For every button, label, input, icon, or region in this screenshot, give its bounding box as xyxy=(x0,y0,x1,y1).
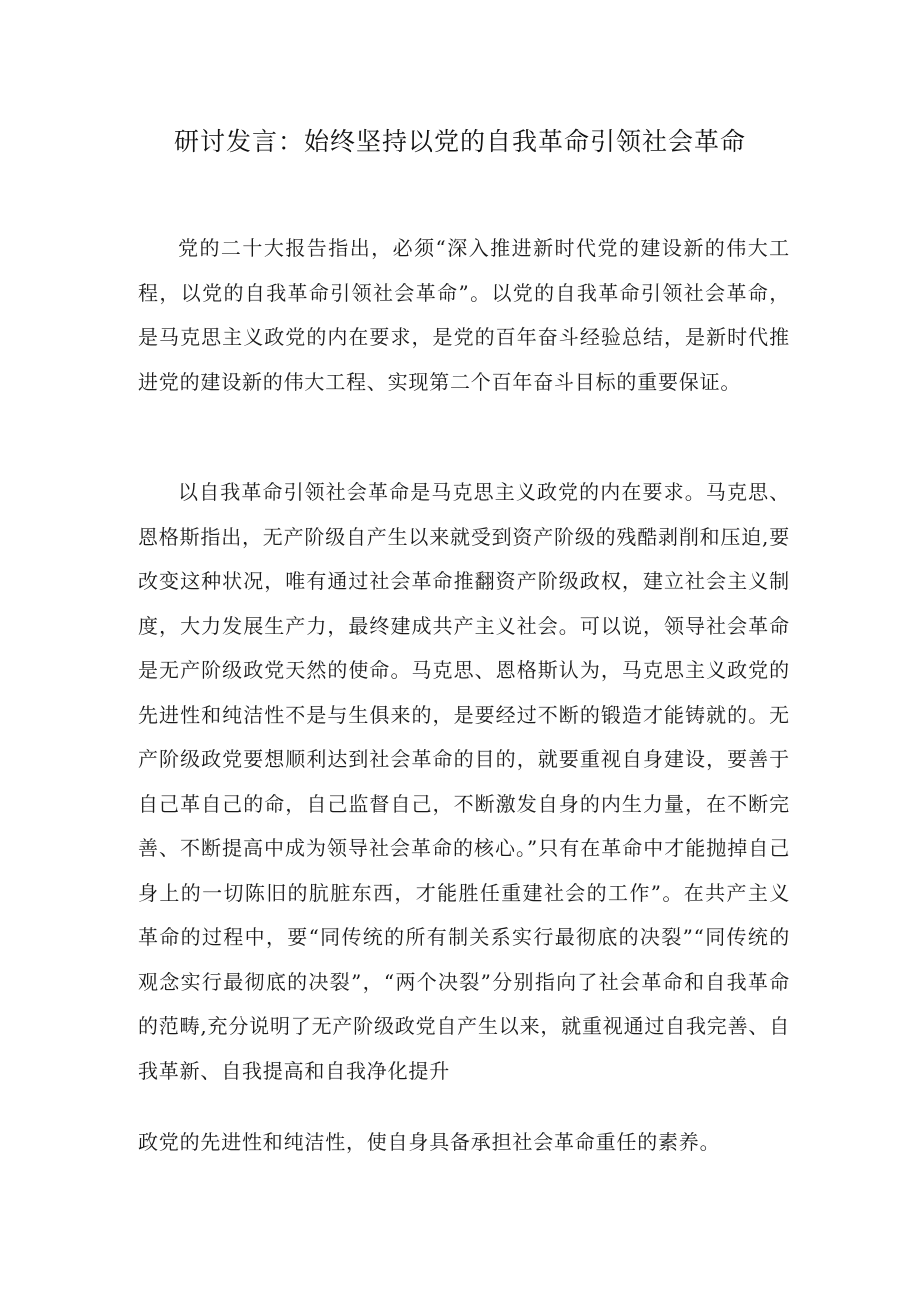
paragraph-2: 以自我革命引领社会革命是马克思主义政党的内在要求。马克思、恩格斯指出，无产阶级自产生以来就受到资产阶级的残酷剥削和压迫,要改变这种状况，唯有通过社会革命推翻资产阶级政权，建立社会主义制度，大力发展生产力，最终建成共产主义社会。可以说，领导社会革命是无产阶级政党天然的使命。马克思、恩格斯认为，马克思主义政党的先进性和纯洁性不是与生俱来的，是要经过不断的锻造才能铸就的。无产阶级政党要想顺利达到社会革命的目的，就要重视自身建设，要善于自己革自己的命，自己监督自己，不断激发自身的内生力量，在不断完善、不断提高中成为领导社会革命的核心。”只有在革命中才能抛掉自己身上的一切陈旧的肮脏东西，才能胜任重建社会的工作”。在共产主义革命的过程中，要“同传统的所有制关系实行最彻底的决裂”“同传统的观念实行最彻底的决裂”，“两个决裂”分别指向了社会革命和自我革命的范畴,充分说明了无产阶级政党自产生以来，就重视通过自我完善、自我革新、自我提高和自我净化提升 xyxy=(138,480,790,1083)
paragraph-3: 政党的先进性和纯洁性，使自身具备承担社会革命重任的素养。 xyxy=(138,1130,721,1154)
document-title: 研讨发言：始终坚持以党的自我革命引领社会革命 xyxy=(173,127,746,156)
paragraph-1: 党的二十大报告指出，必须“深入推进新时代党的建设新的伟大工程，以党的自我革命引领社会革命”。以党的自我革命引领社会革命，是马克思主义政党的内在要求，是党的百年奋斗经验总结，是新时代推进党的建设新的伟大工程、实现第二个百年奋斗目标的重要保证。 xyxy=(138,236,790,394)
